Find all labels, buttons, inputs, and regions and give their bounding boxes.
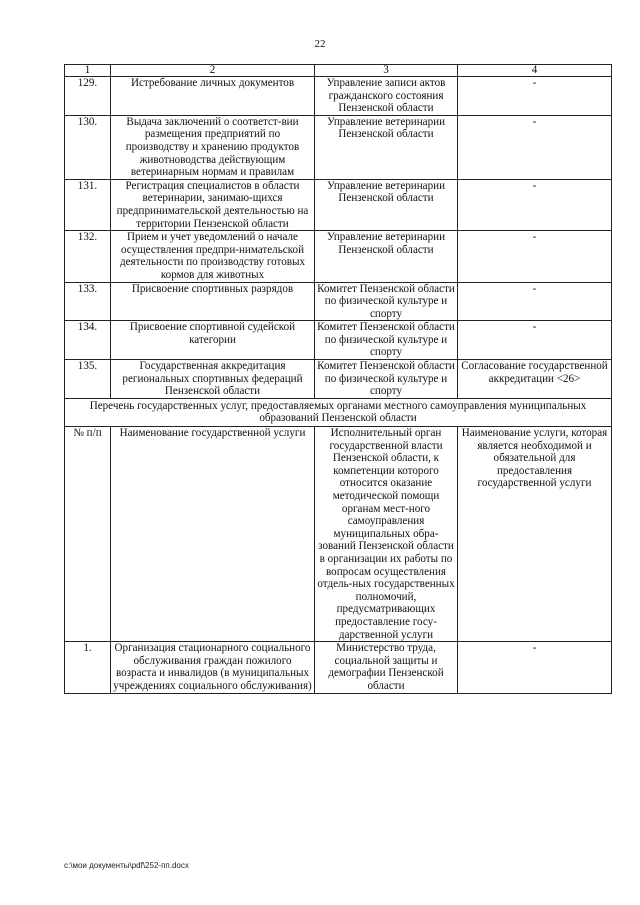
required-service: - [458,642,612,693]
service-name: Присвоение спортивных разрядов [111,282,315,321]
table-row [65,231,612,282]
table-row [65,282,612,321]
column-number-row [65,65,612,77]
required-service: - [458,179,612,230]
agency-name: Комитет Пензенской области по физической культуре и спорту [315,282,458,321]
service-name: Прием и учет уведомлений о начале осуществления предпри-нимательской деятельности по производству готовых кормов для животных [111,231,315,282]
required-service: - [458,115,612,179]
row-number: 135. [65,360,111,399]
required-service: - [458,321,612,360]
agency-name: Управление ветеринарии Пензенской области [315,179,458,230]
agency-name: Управление записи актов гражданского состояния Пензенской области [315,77,458,116]
service-name: Организация стационарного социального обслуживания граждан пожилого возраста и инвалидов (в муниципальных учреждениях социального обслуживания) [111,642,315,693]
agency-name: Министерство труда, социальной защиты и демографии Пензенской области [315,642,458,693]
services-table [64,64,612,694]
row-number: 129. [65,77,111,116]
service-name: Присвоение спортивной судейской категории [111,321,315,360]
agency-name: Комитет Пензенской области по физической культуре и спорту [315,360,458,399]
row-number: 134. [65,321,111,360]
row-number: 132. [65,231,111,282]
file-path-footer: c:\мои документы\pdf\252-пп.docx [64,861,189,870]
required-service: - [458,231,612,282]
column-number: 2 [111,65,315,77]
table-row [65,77,612,116]
table-row [65,321,612,360]
service-name: Государственная аккредитация региональных спортивных федераций Пензенской области [111,360,315,399]
agency-name: Комитет Пензенской области по физической культуре и спорту [315,321,458,360]
agency-name: Управление ветеринарии Пензенской области [315,231,458,282]
table-row [65,642,612,693]
header-required-service: Наименование услуги, которая является необходимой и обязательной для предоставления государственной услуги [458,427,612,642]
section-header-row [65,427,612,642]
required-service: - [458,77,612,116]
table-row [65,115,612,179]
service-name: Истребование личных документов [111,77,315,116]
header-agency: Исполнительный орган государственной власти Пензенской области, к компетенции которого относится оказание методической помощи органам мест-ного самоуправления муниципальных обра-зований Пензенской области в организации их работы по вопросам осуществления отдель-ных государственных полномочий, предусматривающих предоставление госу-дарственной услуги [315,427,458,642]
page-number: 22 [314,38,326,50]
table-row [65,360,612,399]
column-number: 1 [65,65,111,77]
service-name: Выдача заключений о соответст-вии размещения предприятий по производству и хранению продуктов животноводства действующим ветеринарным нормам и правилам [111,115,315,179]
section-title: Перечень государственных услуг, предоставляемых органами местного самоуправления муниципальных образований Пензенской области [65,398,612,426]
required-service: Согласование государственной аккредитации <26> [458,360,612,399]
required-service: - [458,282,612,321]
header-number: № п/п [65,427,111,642]
row-number: 133. [65,282,111,321]
table-row [65,179,612,230]
service-name: Регистрация специалистов в области ветеринарии, занимаю-щихся предпринимательской деятельностью на территории Пензенской области [111,179,315,230]
column-number: 4 [458,65,612,77]
row-number: 131. [65,179,111,230]
section-title-row [65,398,612,426]
column-number: 3 [315,65,458,77]
row-number: 1. [65,642,111,693]
agency-name: Управление ветеринарии Пензенской области [315,115,458,179]
row-number: 130. [65,115,111,179]
header-service-name: Наименование государственной услуги [111,427,315,642]
